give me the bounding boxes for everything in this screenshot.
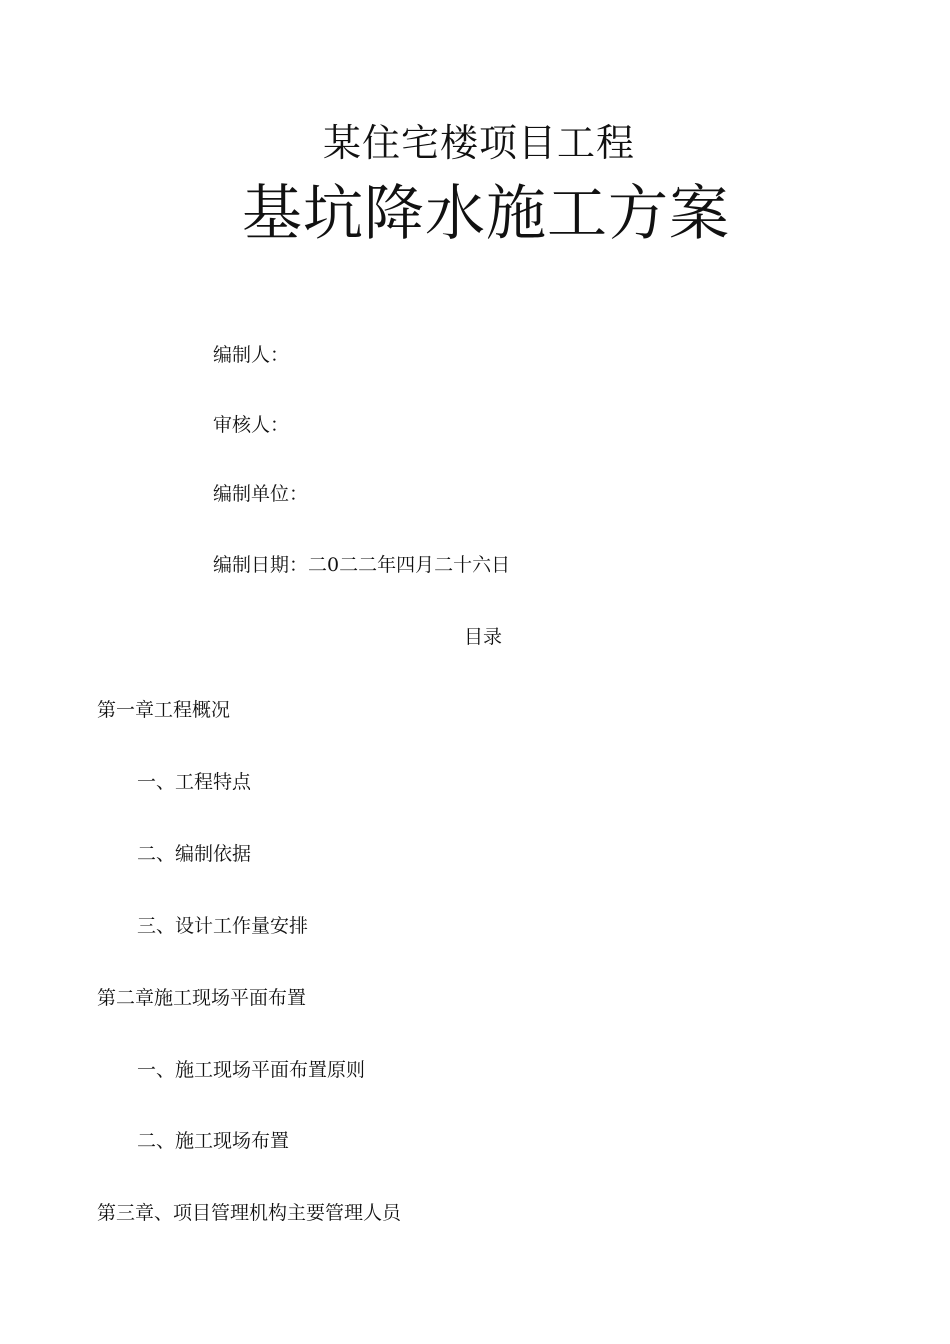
compiler-field: 编制人：	[213, 344, 290, 366]
unit-field: 编制单位：	[213, 483, 309, 505]
toc-section-entry: 一、施工现场平面布置原则	[137, 1059, 366, 1081]
toc-heading: 目录	[463, 626, 502, 648]
toc-section-entry: 三、设计工作量安排	[137, 915, 309, 937]
toc-section-entry: 二、编制依据	[137, 843, 252, 865]
toc-chapter-entry: 第一章工程概况	[97, 699, 231, 721]
plan-title: 基坑降水施工方案	[242, 179, 730, 249]
toc-section-entry: 二、施工现场布置	[137, 1130, 290, 1152]
date-field: 编制日期：二0二二年四月二十六日	[213, 554, 511, 576]
toc-chapter-entry: 第三章、项目管理机构主要管理人员	[97, 1202, 402, 1224]
reviewer-field: 审核人：	[213, 414, 290, 436]
project-title: 某住宅楼项目工程	[322, 121, 635, 165]
toc-chapter-entry: 第二章施工现场平面布置	[97, 987, 307, 1009]
toc-section-entry: 一、工程特点	[137, 771, 252, 793]
